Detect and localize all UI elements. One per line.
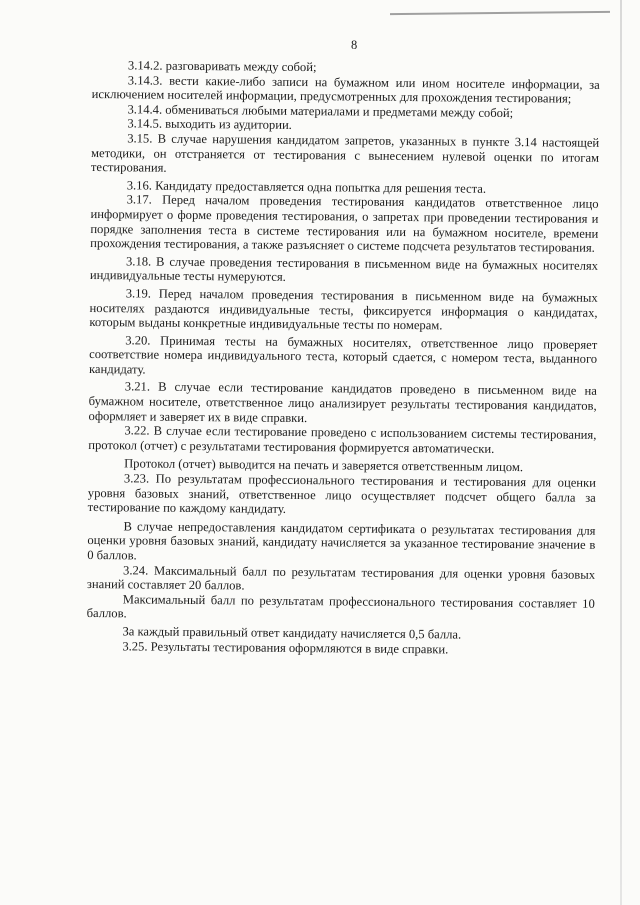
paragraph-3-20: 3.20. Принимая тесты на бумажных носителях, ответственное лицо проверяет соответствие номера индивидуального теста, который сдается, с номером теста, выданного кандидату. [88, 333, 598, 377]
paragraph-3-14-3: 3.14.3. вести какие-либо записи на бумажном или ином носителе информации, за исключением носителей информации, предусмотренных для прохождения тестирования; [91, 72, 600, 106]
page-number: 8 [351, 38, 358, 52]
paragraph-3-15: 3.15. В случае нарушения кандидатом запретов, указанных в пункте 3.14 настоящей методики, он отстраняется от тестирования с вынесением нулевой оценки по итогам тестирования. [90, 131, 600, 175]
paragraph-3-14-2: 3.14.2. разговаривать между собой; [127, 58, 317, 75]
paragraph-3-24: 3.24. Максимальный балл по результатам тестирования для оценки уровня базовых знаний составляет 20 баллов. [86, 562, 596, 593]
paragraph-3-18: 3.18. В случае проведения тестирования в письменном виде на бумажных носителях индивидуальные тесты нумеруются. [89, 254, 599, 285]
scan-artifact-top [390, 11, 610, 15]
paragraph-3-14-5: 3.14.5. выходить из аудитории. [127, 116, 292, 133]
document-body [86, 58, 600, 658]
paragraph-3-19: 3.19. Перед началом проведения тестирования в письменном виде на бумажных носителях раздаются индивидуальные тесты, фиксируется информация о кандидатах, которым выданы конкретные индивидуальные тесты по номерам. [89, 286, 598, 333]
paragraph-3-16: 3.16. Кандидату предоставляется одна попытка для решения теста. [126, 178, 487, 196]
paragraph-max-professional: Максимальный балл по результатам профессионального тестирования составляет 10 баллов. [86, 592, 595, 621]
paragraph-3-17: 3.17. Перед началом проведения тестирования кандидатов ответственное лицо информирует о форме проведения тестирования, о запретах при проведении тестирования и порядке заполнения теста в системе тестирования или на бумажном носителе, времени прохождения тестирования, а также разъясняет о системе подсчета результатов тестирования. [90, 192, 599, 255]
paragraph-3-14-4: 3.14.4. обмениваться любыми материалами и предметами между собой; [127, 102, 514, 120]
paragraph-3-22: 3.22. В случае если тестирование проведено с использованием системы тестирования, протокол (отчет) с результатами тестирования формируется автоматически. [88, 423, 597, 456]
paragraph-3-21: 3.21. В случае если тестирование кандидатов проведено в письменном виде на бумажном носителе, ответственное лицо анализирует результаты тестирования кандидатов, оформляет и заверяет их в виде справки. [88, 379, 597, 425]
paragraph-3-23: 3.23. По результатам профессионального тестирования и тестирования для оценки уровня базовых знаний, ответственное лицо осуществляет подсчет общего балла за тестирование по каждому кандидату. [87, 471, 597, 517]
paragraph-3-25: 3.25. Результаты тестирования оформляются в виде справки. [122, 638, 449, 657]
paragraph-per-answer: За каждый правильный ответ кандидату начисляется 0,5 балла. [122, 624, 462, 642]
paragraph-protocol: Протокол (отчет) выводится на печать и заверяется ответственным лицом. [124, 456, 524, 475]
scan-artifact-edge [620, 0, 622, 905]
paragraph-no-certificate: В случае непредоставления кандидатом сертификата о результатах тестирования для оценки уровня базовых знаний, кандидату начисляется за указанное тестирование значение в 0 баллов. [87, 519, 596, 563]
